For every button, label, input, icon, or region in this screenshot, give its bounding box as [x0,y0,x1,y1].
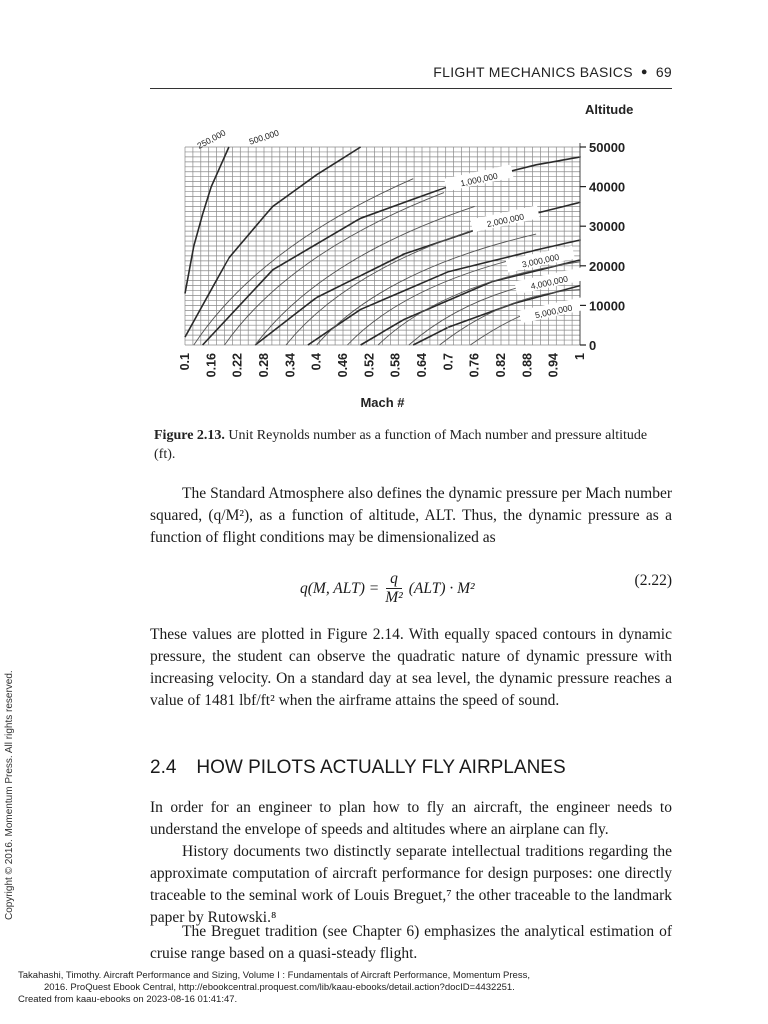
y-tick-label: 20000 [589,258,626,274]
x-tick-label: 0.28 [257,353,271,378]
x-tick-label: 0.52 [362,353,377,378]
x-tick-label: 0.76 [467,353,482,378]
series-label: 1,000,000 [459,170,499,189]
equation-numerator: q [386,570,402,589]
footer-line-1: Takahashi, Timothy. Aircraft Performance and Sizing, Volume I : Fundamentals of Aircraft Performance, Momentum Press, [18,970,530,981]
footer-line-3: Created from kaau-ebooks on 2023-08-16 01:41:47. [18,994,238,1005]
y-tick-label: 10000 [589,298,626,314]
equation-fraction [385,570,403,607]
contour-line [286,220,505,345]
series-label: 500,000 [247,127,281,147]
y-tick-label: 0 [589,338,597,353]
figure-label: Figure 2.13. [154,428,225,443]
running-head-title: FLIGHT MECHANICS BASICS [433,64,633,80]
reynolds-chart [150,95,672,415]
series-label: 250,000 [195,127,228,151]
paragraph-5: The Breguet tradition (see Chapter 6) emphasizes the analytical estimation of cruise range based on a quasi-steady flight. [150,923,672,962]
running-head-bullet: ● [640,66,648,78]
figure-caption [154,426,654,464]
x-tick-label: 0.88 [520,353,535,378]
y-tick-label: 50000 [589,140,626,155]
x-tick-label: 0.1 [178,353,192,371]
page-number: 69 [655,64,672,80]
y-tick-label: 30000 [589,219,626,235]
x-tick-label: 0.94 [546,353,561,378]
equation-number: (2.22) [634,572,672,589]
y-axis-label: Altitude [585,102,634,117]
section-heading [150,757,566,779]
series-line [185,147,229,294]
equation-rhs: (ALT) · M² [408,579,475,597]
series-label: 5,000,000 [534,302,574,321]
equation-2-22 [150,562,672,608]
x-tick-label: 0.58 [388,353,403,378]
running-head [150,64,672,80]
page-footer [18,970,738,1006]
paragraph-3: In order for an engineer to plan how to fly an aircraft, the engineer needs to understand the envelope of speeds and altitudes where an airplane can fly. [150,799,672,838]
x-axis-label: Mach # [360,395,405,410]
y-tick-label: 40000 [589,179,626,195]
contour-line [225,193,444,345]
x-tick-label: 0.22 [230,353,245,378]
series-label: 2,000,000 [485,211,525,230]
equation-body [300,570,475,607]
x-tick-label: 0.7 [441,353,456,371]
x-tick-label: 0.82 [494,353,508,378]
x-tick-label: 0.46 [336,353,350,378]
section-number: 2.4 [150,757,177,778]
equation-lhs: q(M, ALT) = [300,579,380,597]
reynolds-chart-svg [150,95,672,415]
x-tick-label: 0.16 [204,353,219,378]
paragraph-4: History documents two distinctly separate intellectual traditions regarding the approximate computation of aircraft performance for design purposes: one directly traceable to the seminal work of Louis Breguet,⁷ the other traceable to the landmark paper by Rutowski.⁸ [150,843,672,926]
paragraph-1: The Standard Atmosphere also defines the dynamic pressure per Mach number squared, (q/M²), as a function of altitude, ALT. Thus, the dynamic pressure as a function of flight conditions may be dimensionalized as [150,485,672,546]
section-title: HOW PILOTS ACTUALLY FLY AIRPLANES [196,757,566,778]
series-label: 4,000,000 [529,273,569,292]
figure-caption-text: Unit Reynolds number as a function of Mach number and pressure altitude (ft). [154,428,648,462]
x-tick-label: 1 [573,353,587,360]
contour-line [440,290,580,345]
copyright-side-note: Copyright © 2016. Momentum Press. All rights reserved. [4,670,15,920]
header-rule [150,88,672,89]
series-label: 3,000,000 [520,251,561,270]
footer-line-2: 2016. ProQuest Ebook Central, http://ebookcentral.proquest.com/lib/kaau-ebooks/detail.action?docID=4432251. [44,982,515,993]
equation-denominator: M² [385,589,403,606]
paragraph-2: These values are plotted in Figure 2.14. With equally spaced contours in dynamic pressure, the student can observe the quadratic nature of dynamic pressure with increasing velocity. On a standard day at sea level, the dynamic pressure reaches a value of 1481 lbf/ft² when the airframe attains the speed of sound. [150,626,672,709]
x-tick-label: 0.64 [415,353,429,378]
x-tick-label: 0.34 [283,353,298,378]
series-line [185,147,361,337]
x-tick-label: 0.4 [309,353,324,371]
